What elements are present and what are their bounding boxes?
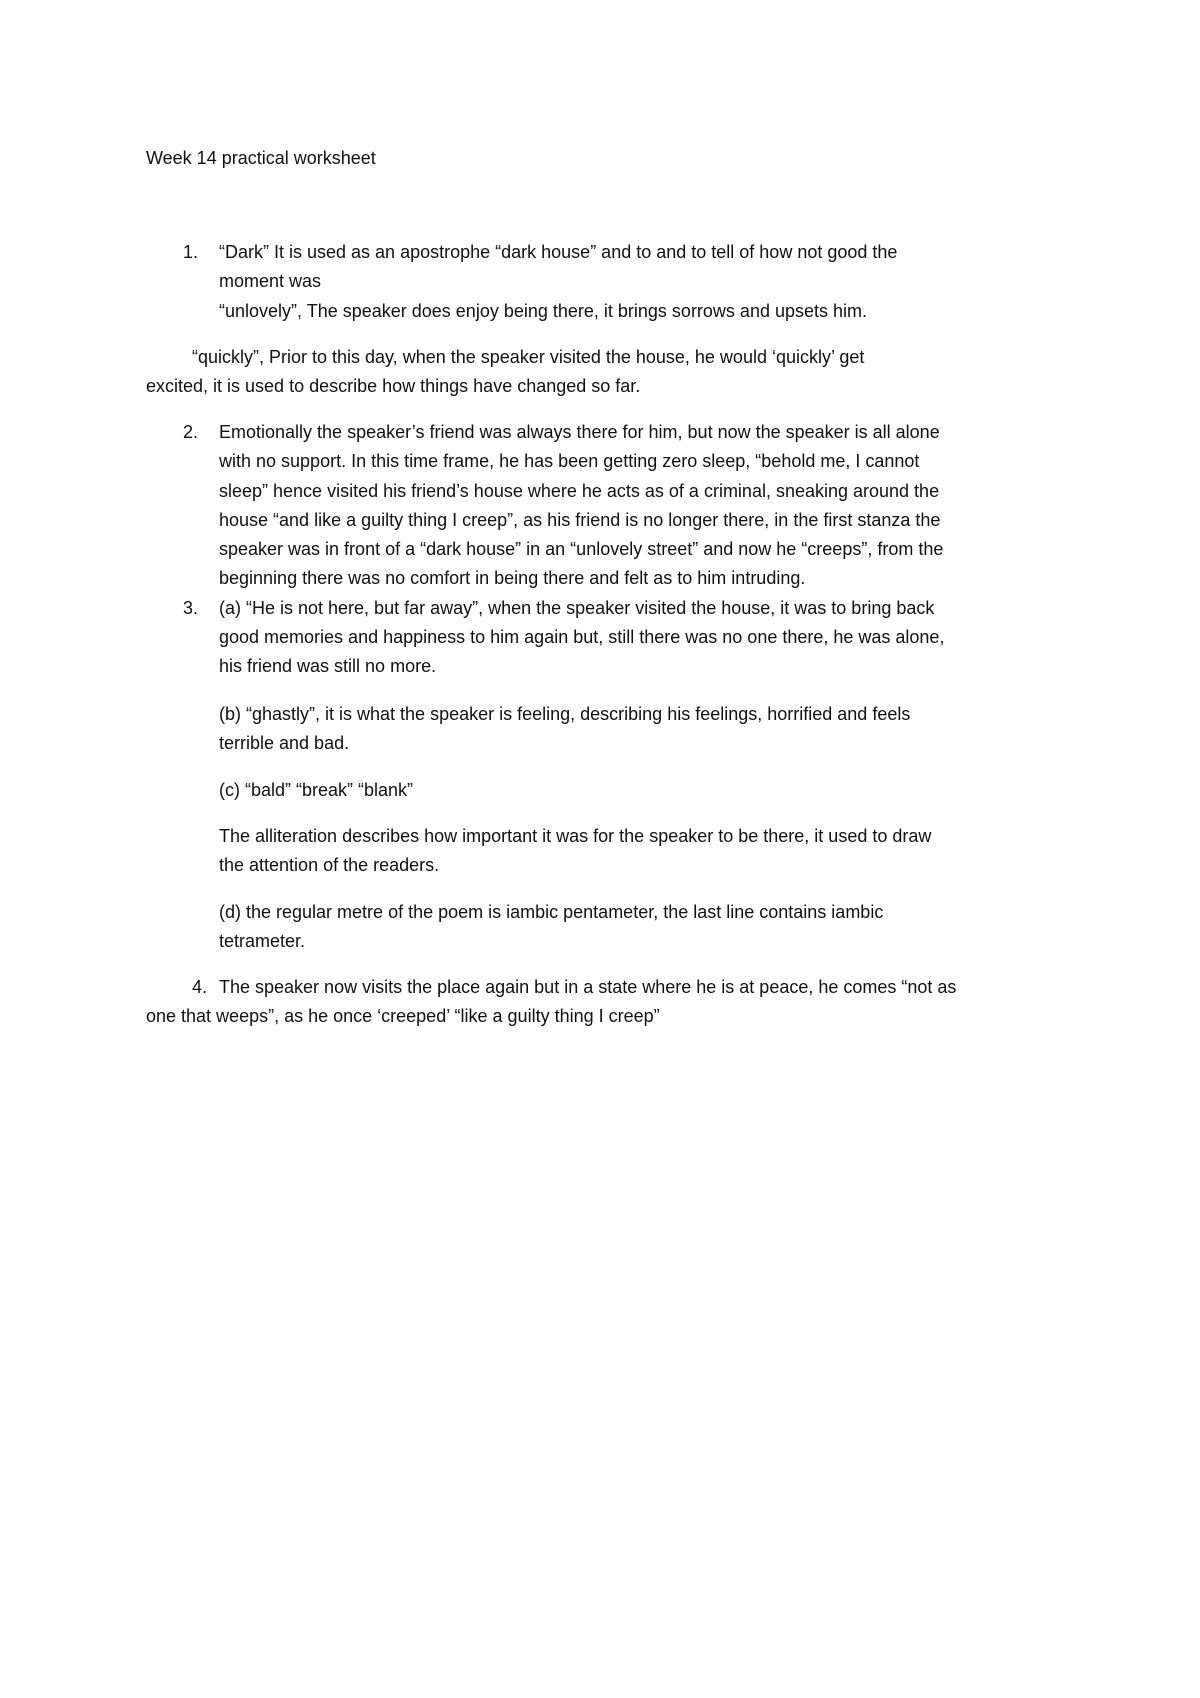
q3c-line: (c) “bald” “break” “blank” [219, 780, 414, 800]
q3b-line-2: terrible and bad. [219, 733, 350, 753]
q1-line-2: moment was [219, 271, 322, 291]
q2-line-4: house “and like a guilty thing I creep”, as his friend is no longer there, in the first stanza the [219, 510, 941, 530]
q1-extra-line-2: excited, it is used to describe how things have changed so far. [146, 376, 641, 396]
worksheet-title: Week 14 practical worksheet [146, 148, 376, 168]
q3a-line-2: good memories and happiness to him again but, still there was no one there, he was alone, [219, 627, 945, 647]
q3a-line-1: (a) “He is not here, but far away”, when the speaker visited the house, it was to bring back [219, 598, 935, 618]
q3a-line-3: his friend was still no more. [219, 656, 437, 676]
q1-line-3: “unlovely”, The speaker does enjoy being there, it brings sorrows and upsets him. [219, 301, 868, 321]
q2-line-6: beginning there was no comfort in being there and felt as to him intruding. [219, 568, 806, 588]
q2-line-1: Emotionally the speaker’s friend was always there for him, but now the speaker is all alone [219, 422, 940, 442]
q1-line-1: “Dark” It is used as an apostrophe “dark house” and to and to tell of how not good the [219, 242, 898, 262]
q2-line-3: sleep” hence visited his friend’s house where he acts as of a criminal, sneaking around the [219, 481, 940, 501]
q4-line-2: one that weeps”, as he once ‘creeped’ “like a guilty thing I creep” [146, 1006, 660, 1026]
q3d-line-2: tetrameter. [219, 931, 306, 951]
q2-number: 2. [183, 422, 199, 442]
q3-number: 3. [183, 598, 199, 618]
q1-extra-line-1: “quickly”, Prior to this day, when the speaker visited the house, he would ‘quickly’ get [192, 347, 865, 367]
q3b-line-1: (b) “ghastly”, it is what the speaker is feeling, describing his feelings, horrified and feels [219, 704, 911, 724]
q3d-line-1: (d) the regular metre of the poem is iambic pentameter, the last line contains iambic [219, 902, 884, 922]
q1-number: 1. [183, 242, 199, 262]
q2-line-5: speaker was in front of a “dark house” in an “unlovely street” and now he “creeps”, from the [219, 539, 944, 559]
q4-number: 4. [192, 977, 208, 997]
q4-line-1: The speaker now visits the place again but in a state where he is at peace, he comes “not as [219, 977, 957, 997]
q3c-note-line-2: the attention of the readers. [219, 855, 440, 875]
q3c-note-line-1: The alliteration describes how important it was for the speaker to be there, it used to draw [219, 826, 932, 846]
q2-line-2: with no support. In this time frame, he has been getting zero sleep, “behold me, I cannot [219, 451, 920, 471]
